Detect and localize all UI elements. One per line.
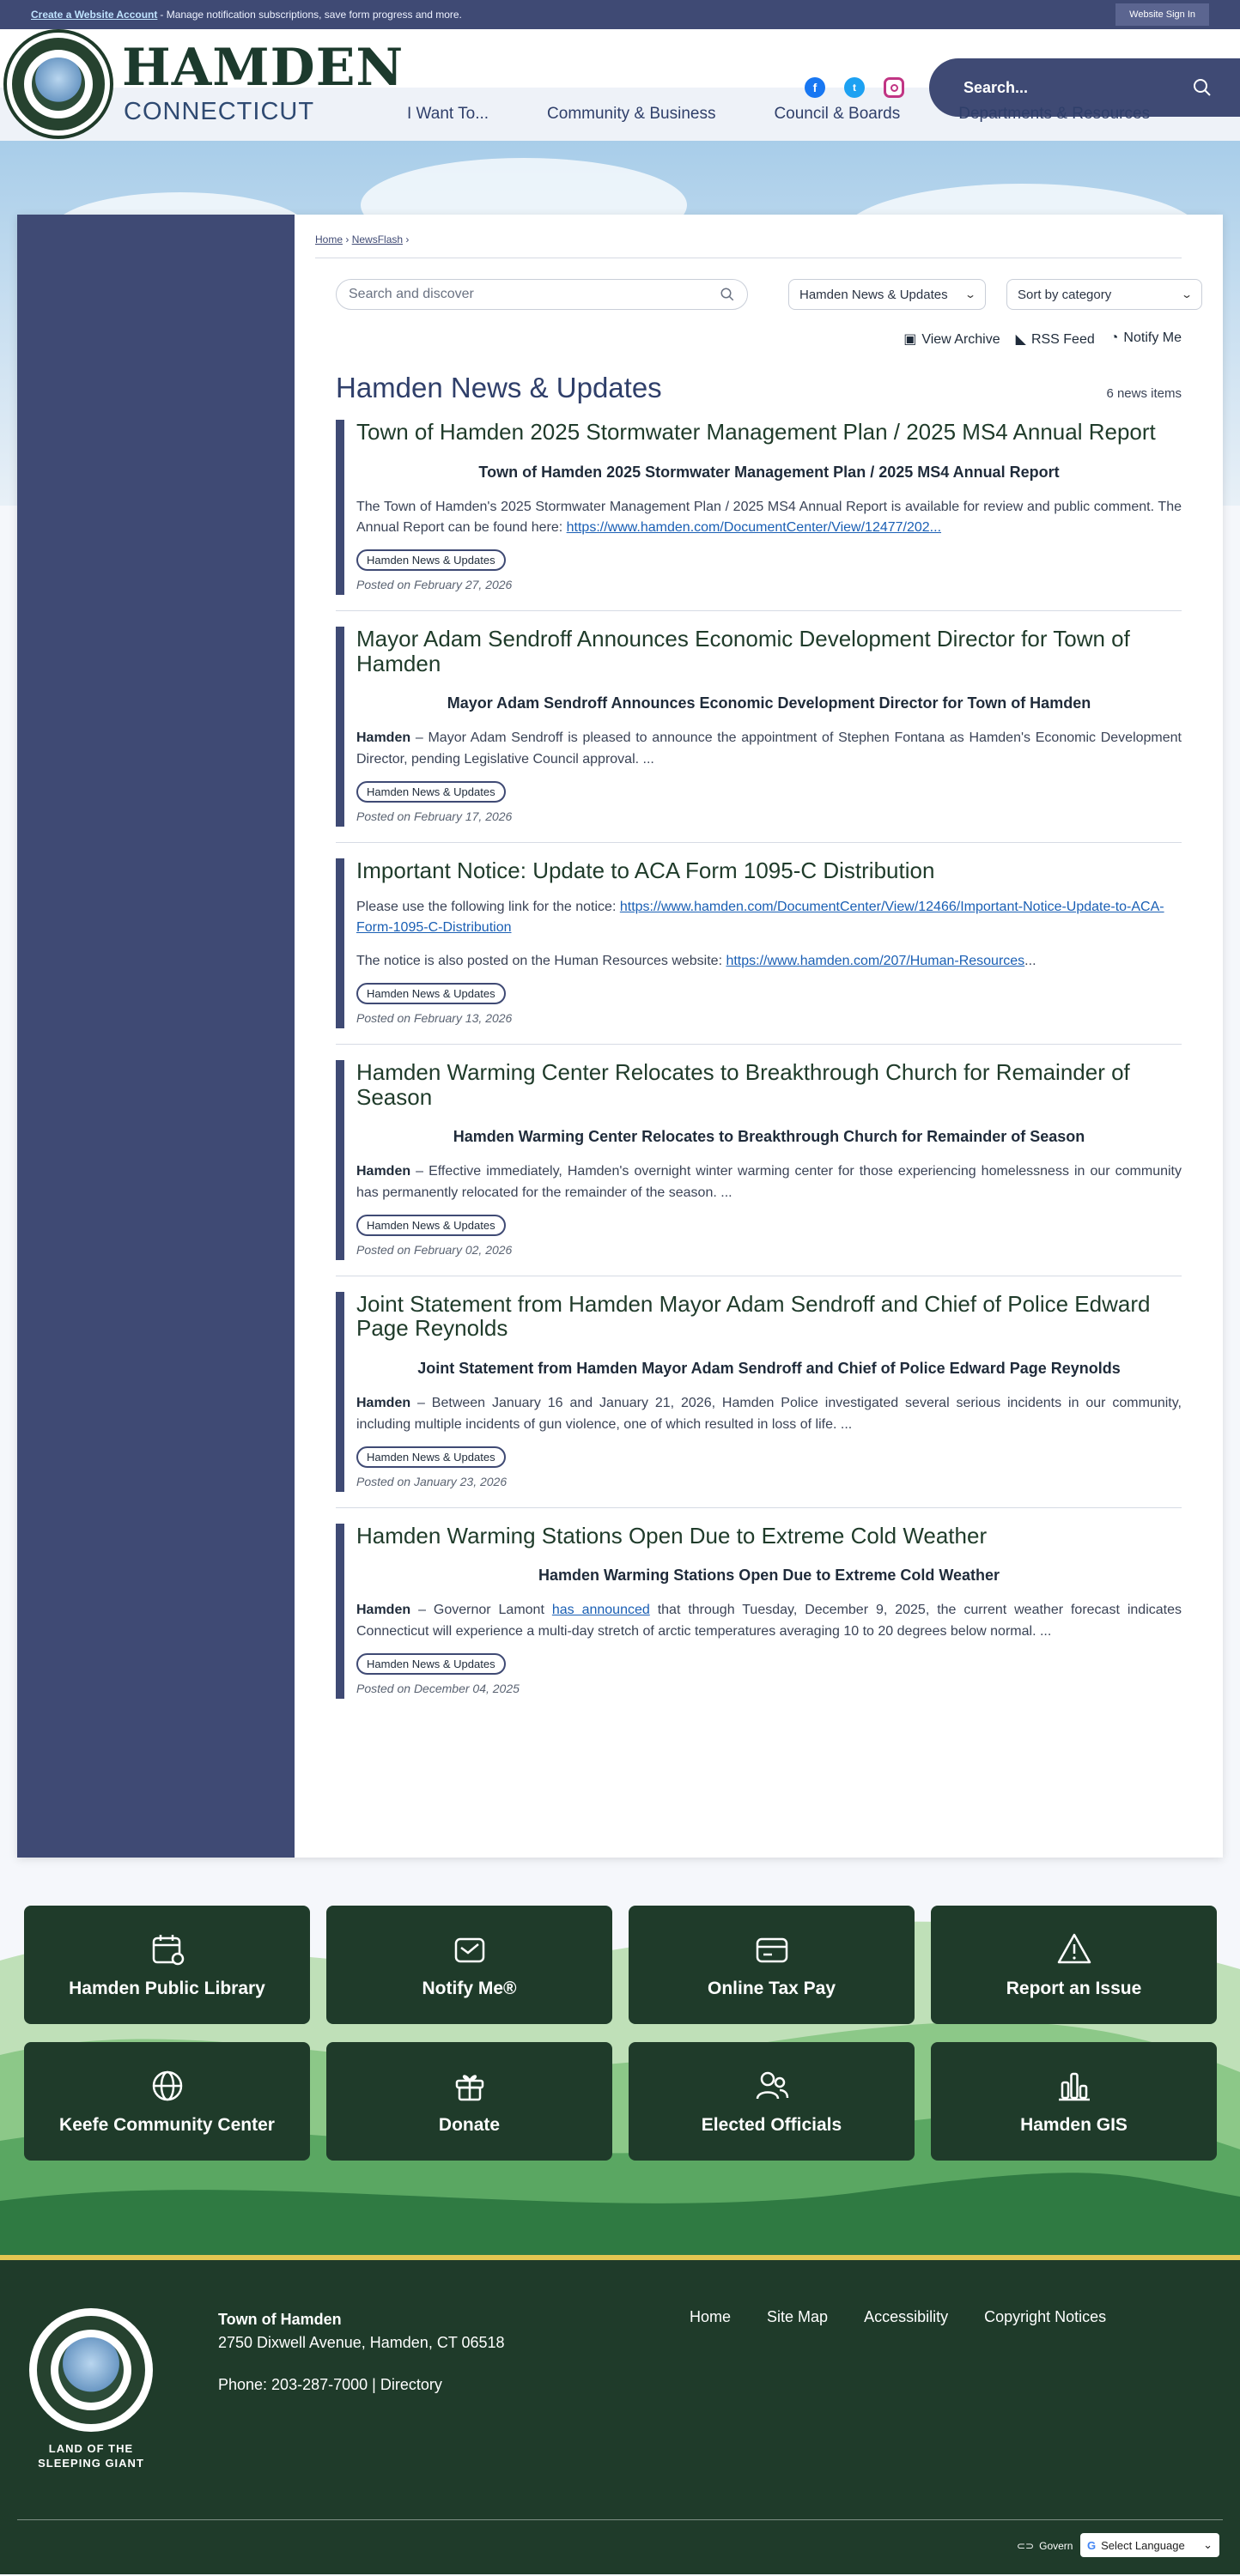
news-item-lead: Hamden [356,1395,411,1410]
bar-chart-icon [1055,2067,1093,2105]
quick-link-label: Hamden Public Library [69,1979,265,1998]
nav-council-boards[interactable]: Council & Boards [774,105,901,123]
news-item [336,858,1182,1028]
news-header [315,372,1182,404]
main-content-card [17,215,1223,1858]
divider [336,610,1182,611]
news-item-date: Posted on February 27, 2026 [356,578,513,592]
breadcrumb-home[interactable]: Home [315,233,343,245]
news-item [336,1524,1182,1699]
seal-center [30,56,87,112]
create-account-link[interactable]: Create a Website Account [31,9,158,21]
news-item [336,1292,1182,1492]
news-item-body [356,728,1182,771]
footer-link-site-map[interactable]: Site Map [767,2308,829,2325]
news-item-category-tag[interactable]: Hamden News & Updates [356,549,506,571]
category-select[interactable] [788,279,986,310]
chevron-down-icon: ⌄ [963,288,977,300]
sort-select[interactable] [1006,279,1202,310]
news-item-subtitle: Hamden Warming Center Relocates to Breakthrough Church for Remainder of Season [453,1128,1085,1146]
calendar-icon [149,1930,186,1968]
footer-town-name: Town of Hamden [218,2311,342,2328]
quick-link-library[interactable] [24,1906,310,2024]
globe-icon [149,2067,186,2105]
notify-me-link[interactable] [1110,330,1182,348]
news-item-link[interactable]: has announced [551,1603,650,1618]
news-content [295,215,1223,1858]
rss-feed-label: RSS Feed [1030,332,1095,347]
nav-community-business[interactable]: Community & Business [547,105,716,123]
footer-link-copyright[interactable]: Copyright Notices [984,2308,1107,2325]
town-seal-logo[interactable] [3,29,113,139]
quick-link-label: Notify Me® [422,1979,517,1998]
news-search-placeholder: Search and discover [349,287,474,301]
news-item-text: Please use the following link for the notice: [356,899,620,914]
news-item-body [356,1600,1182,1643]
site-search-placeholder: Search... [963,78,1029,96]
government-websites-label: Govern [1039,2540,1073,2552]
twitter-icon[interactable]: t [844,77,865,98]
quick-link-tax-pay[interactable] [629,1906,915,2024]
quick-link-donate[interactable] [326,2042,612,2161]
news-item-title[interactable]: Mayor Adam Sendroff Announces Economic Development Director for Town of Hamden [356,626,1130,676]
seal-center [58,2337,124,2403]
news-item-title[interactable]: Hamden Warming Center Relocates to Breakthrough Church for Remainder of Season [356,1058,1130,1110]
language-select[interactable] [1080,2533,1219,2557]
footer-link-accessibility[interactable]: Accessibility [864,2308,949,2325]
quick-link-report-issue[interactable] [931,1906,1217,2024]
news-item-subtitle: Town of Hamden 2025 Stormwater Management Plan / 2025 MS4 Annual Report [478,463,1060,481]
divider [336,1044,1182,1045]
news-list [315,420,1182,1699]
news-item-body [356,1393,1182,1436]
site-subtitle: CONNECTICUT [124,98,315,125]
footer-link-home[interactable]: Home [690,2308,732,2325]
news-item-category-tag[interactable]: Hamden News & Updates [356,781,506,803]
sign-in-button[interactable]: Website Sign In [1115,3,1209,26]
news-item-link[interactable]: https://www.hamden.com/DocumentCenter/View/12466/Important-Notice-Update-to-ACA-Form-1095-C-Distribution [356,899,1164,936]
category-select-value: Hamden News & Updates [799,287,948,302]
quick-links-grid [0,1858,1240,2161]
nav-i-want-to[interactable]: I Want To... [407,105,489,123]
quick-link-gis[interactable] [931,2042,1217,2161]
news-filters [315,267,1194,347]
quick-link-label: Report an Issue [1006,1979,1142,1998]
quick-link-keefe-center[interactable] [24,2042,310,2161]
news-item [336,1060,1182,1260]
top-utility-bar [0,0,1240,29]
news-item-lead: Hamden [356,1164,411,1179]
view-archive-link[interactable] [903,330,1000,348]
footer-contact [218,2308,505,2397]
footer-seal-logo [29,2308,153,2432]
language-select-value: Select Language [1101,2538,1185,2552]
news-item-text: – Mayor Adam Sendroff is pleased to announce the appointment of Stephen Fontana as Hamden's Economic Development Director, pending Legislative Council approval. ... [356,730,1182,767]
facebook-icon[interactable]: f [805,77,825,98]
site-title[interactable]: HAMDEN [122,38,404,98]
news-item-category-tag[interactable]: Hamden News & Updates [356,1653,506,1675]
quick-link-label: Keefe Community Center [59,2115,275,2135]
quick-link-elected-officials[interactable] [629,2042,915,2161]
search-icon[interactable] [720,287,735,302]
quick-link-notify-me[interactable] [326,1906,612,2024]
rss-feed-link[interactable] [1016,330,1095,348]
news-item-date: Posted on December 04, 2025 [356,1681,520,1695]
news-item-link[interactable]: https://www.hamden.com/DocumentCenter/View/12477/202... [566,520,942,536]
quick-link-label: Elected Officials [701,2115,842,2135]
chevron-down-icon: ⌄ [1180,288,1194,300]
news-item-text: – Governor Lamont [410,1603,552,1618]
wallet-icon [753,1930,791,1968]
divider [336,1507,1182,1508]
news-item-text: The Town of Hamden's 2025 Stormwater Management Plan / 2025 MS4 Annual Report is available for review and public comment. The Annual Report can be found here: [356,499,1182,536]
news-item-date: Posted on February 17, 2026 [356,809,513,823]
warning-icon [1055,1930,1093,1968]
people-icon [753,2067,791,2105]
quick-links-section [0,1858,1240,2255]
news-item-category-tag[interactable]: Hamden News & Updates [356,1215,506,1236]
notify-me-label: Notify Me [1123,330,1182,345]
news-item [336,627,1182,827]
news-item-lead: Hamden [356,730,411,746]
view-archive-label: View Archive [921,332,1000,347]
government-websites-link[interactable] [1017,2540,1073,2552]
account-description: - Manage notification subscriptions, save form progress and more. [160,9,462,21]
google-translate-icon: G [1087,2538,1097,2552]
archive-icon: ▣ [903,332,917,347]
news-count: 6 news items [1106,386,1182,401]
news-item-title[interactable]: Town of Hamden 2025 Stormwater Management Plan / 2025 MS4 Annual Report [356,419,1156,445]
footer-address: 2750 Dixwell Avenue, Hamden, CT 06518 [218,2334,505,2351]
quick-link-label: Donate [438,2115,501,2135]
news-item [336,420,1182,595]
breadcrumb-newsflash[interactable]: NewsFlash [351,233,404,245]
footer-motto: LAND OF THE SLEEPING GIANT [38,2442,144,2470]
news-item-text: ... [1024,954,1036,969]
divider [336,842,1182,843]
mail-icon [451,1930,489,1968]
bell-icon: ◔ [1109,330,1119,345]
sort-select-value: Sort by category [1018,287,1112,302]
side-navigation [17,215,295,1858]
rss-icon: ◣ [1015,332,1026,347]
news-item-body [356,951,1182,973]
news-item-lead: Hamden [356,1603,411,1618]
breadcrumb: Home › NewsFlash › [315,233,1182,258]
news-item-subtitle: Joint Statement from Hamden Mayor Adam Sendroff and Chief of Police Edward Page Reynolds [417,1359,1121,1377]
news-item-category-tag[interactable]: Hamden News & Updates [356,1446,506,1468]
divider [17,2519,1223,2520]
quick-link-label: Hamden GIS [1020,2115,1128,2135]
news-item-title[interactable]: Joint Statement from Hamden Mayor Adam Sendroff and Chief of Police Edward Page Reynolds [356,1290,1151,1342]
seal-ring [37,2316,145,2424]
news-search-input[interactable] [336,279,748,310]
footer-links [690,2308,1106,2326]
news-actions [903,330,1182,348]
news-item-category-tag[interactable]: Hamden News & Updates [356,983,506,1004]
news-item-title[interactable]: Hamden Warming Stations Open Due to Extreme Cold Weather [356,1522,988,1549]
news-item-date: Posted on February 13, 2026 [356,1010,513,1025]
news-item-date: Posted on January 23, 2026 [356,1474,508,1488]
news-item-link[interactable]: https://www.hamden.com/207/Human-Resources [726,954,1025,969]
quick-link-label: Online Tax Pay [708,1979,836,1998]
seal-ring [12,38,105,130]
nav-departments-resources[interactable]: Departments & Resources [958,105,1151,123]
news-item-subtitle: Mayor Adam Sendroff Announces Economic Development Director for Town of Hamden [447,694,1091,712]
news-item-text: The notice is also posted on the Human Resources website: [356,954,726,969]
site-header [0,29,1240,141]
news-item-body [356,497,1182,540]
news-item-title[interactable]: Important Notice: Update to ACA Form 1095-C Distribution [356,857,935,883]
news-item-text: that through Tuesday, December 9, 2025, the current weather forecast indicates Connecticut will experience a multi-day stretch of arctic temperatures averaging 10 to 20 degrees below normal. ... [356,1603,1182,1639]
gift-icon [451,2067,489,2105]
link-icon: ⊂⊃ [1017,2540,1035,2552]
news-item-date: Posted on February 02, 2026 [356,1242,513,1257]
page-title: Hamden News & Updates [336,372,662,403]
news-item-subtitle: Hamden Warming Stations Open Due to Extreme Cold Weather [538,1567,1000,1585]
news-item-body [356,897,1182,940]
site-footer [0,2255,1240,2574]
main-nav [378,88,1240,141]
footer-phone[interactable]: Phone: 203-287-7000 | Directory [218,2376,442,2393]
chevron-down-icon: ⌄ [1203,2538,1213,2551]
news-item-body [356,1161,1182,1204]
news-item-text: – Between January 16 and January 21, 2026, Hamden Police investigated several serious incidents in our community, including multiple incidents of gun violence, one of which resulted in loss of life. ... [356,1395,1182,1432]
news-item-text: – Effective immediately, Hamden's overnight winter warming center for those experiencing homelessness in our community has permanently relocated for the remainder of the season. ... [356,1164,1182,1200]
